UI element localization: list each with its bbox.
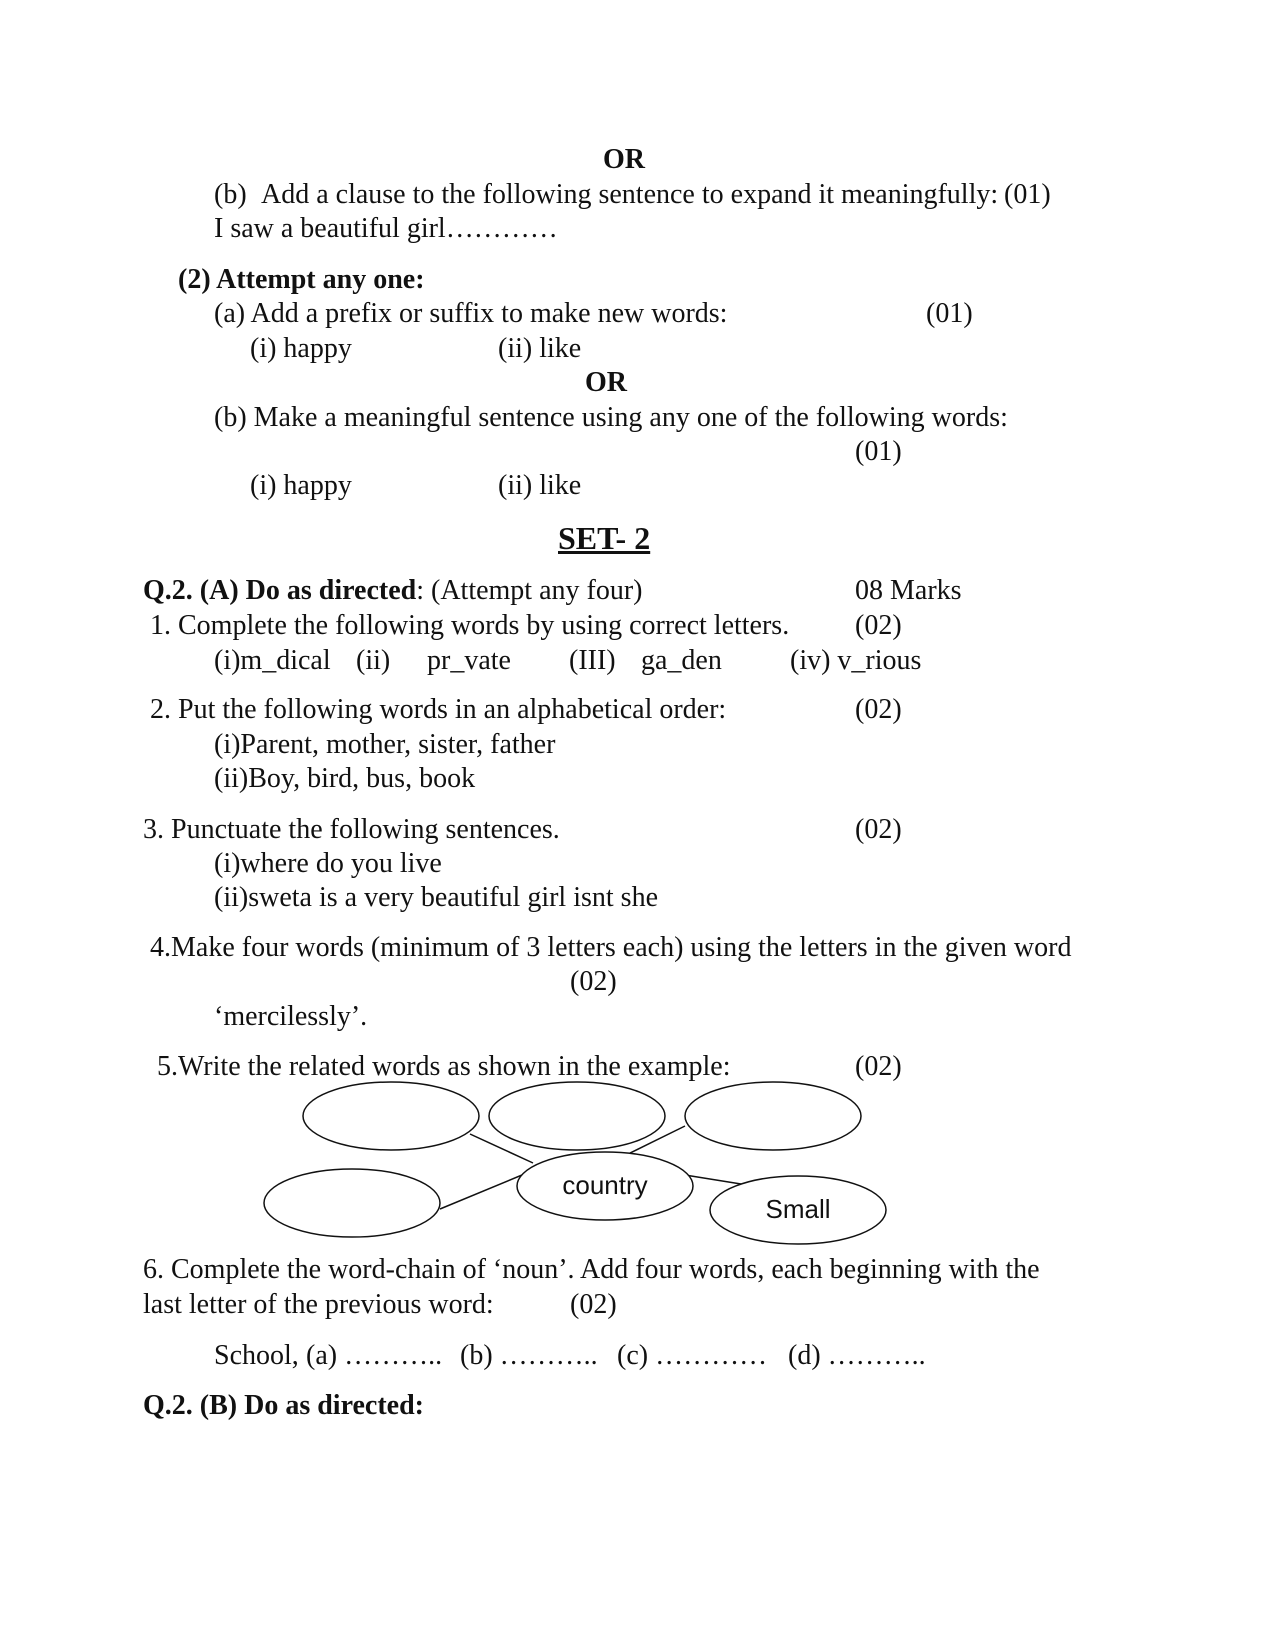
q2-text: 2. Put the following words in an alphabetical order:	[150, 694, 727, 725]
q4-word: ‘mercilessly’.	[214, 1001, 368, 1032]
q5-text: 5.Write the related words as shown in the example:	[157, 1051, 731, 1082]
prefix-marks: (01)	[926, 298, 973, 329]
connector-line	[470, 1134, 533, 1163]
q6-blank-a: (a) ………..	[306, 1340, 443, 1371]
q6-blank-b: (b) ………..	[460, 1340, 598, 1371]
q4-text: 4.Make four words (minimum of 3 letters each) using the letters in the given word	[150, 932, 1072, 963]
prefix-question: (a) Add a prefix or suffix to make new words:	[214, 298, 728, 329]
q2b-heading: Q.2. (B) Do as directed:	[143, 1390, 424, 1421]
sentence-marks: (01)	[855, 436, 902, 467]
q6-blank-c: (c) …………	[617, 1340, 768, 1371]
prefix-option-2: (ii) like	[498, 333, 582, 364]
q1-word-2-label: (ii)	[356, 645, 391, 676]
q2a-heading-note: : (Attempt any four)	[416, 575, 643, 606]
q1-word-3: ga_den	[641, 645, 722, 676]
q5-marks: (02)	[855, 1051, 902, 1082]
q2-item-2: (ii)Boy, bird, bus, book	[214, 763, 476, 794]
blank-bubble	[264, 1169, 440, 1237]
clause-sentence: I saw a beautiful girl…………	[214, 213, 558, 244]
sentence-question: (b) Make a meaningful sentence using any one of the following words:	[214, 402, 1008, 433]
clause-label: (b)	[214, 179, 247, 210]
q1-text: 1. Complete the following words by using correct letters.	[150, 610, 790, 641]
connector-line	[685, 1175, 741, 1184]
q6-start-word: School,	[214, 1340, 299, 1371]
set-2-title: SET- 2	[558, 520, 651, 556]
q3-item-2: (ii)sweta is a very beautiful girl isnt she	[214, 882, 658, 913]
clause-question: Add a clause to the following sentence to expand it meaningfully:	[261, 179, 999, 210]
q1-word-2: pr_vate	[427, 645, 511, 676]
sentence-option-1: (i) happy	[250, 470, 352, 501]
clause-marks: (01)	[1004, 179, 1051, 210]
q1-word-1: (i)m_dical	[214, 645, 331, 676]
q3-text: 3. Punctuate the following sentences.	[143, 814, 560, 845]
blank-bubble	[303, 1082, 479, 1150]
q3-item-1: (i)where do you live	[214, 848, 442, 879]
blank-bubble	[685, 1082, 861, 1150]
q3-marks: (02)	[855, 814, 902, 845]
q6-text-line-2: last letter of the previous word:	[143, 1289, 494, 1320]
connector-line	[440, 1175, 522, 1209]
blank-bubble	[489, 1082, 665, 1150]
q2a-heading-bold: Q.2. (A) Do as directed	[143, 575, 417, 606]
q1-word-4: (iv) v_rious	[790, 645, 922, 676]
or-heading-2: OR	[585, 367, 627, 398]
q6-blank-d: (d) ………..	[788, 1340, 926, 1371]
center-word: country	[562, 1170, 648, 1200]
q1-marks: (02)	[855, 610, 902, 641]
q4-marks: (02)	[570, 966, 617, 997]
q2a-marks: 08 Marks	[855, 575, 962, 606]
prefix-option-1: (i) happy	[250, 333, 352, 364]
attempt-any-one-heading: (2) Attempt any one:	[178, 264, 425, 295]
sentence-option-2: (ii) like	[498, 470, 582, 501]
q6-marks: (02)	[570, 1289, 617, 1320]
q2-marks: (02)	[855, 694, 902, 725]
example-word: Small	[765, 1194, 831, 1224]
q1-word-3-label: (III)	[569, 645, 616, 676]
q2-item-1: (i)Parent, mother, sister, father	[214, 729, 556, 760]
connector-line	[622, 1126, 685, 1157]
q6-text-line-1: 6. Complete the word-chain of ‘noun’. Add four words, each beginning with the	[143, 1254, 1040, 1285]
or-heading-1: OR	[603, 144, 645, 175]
